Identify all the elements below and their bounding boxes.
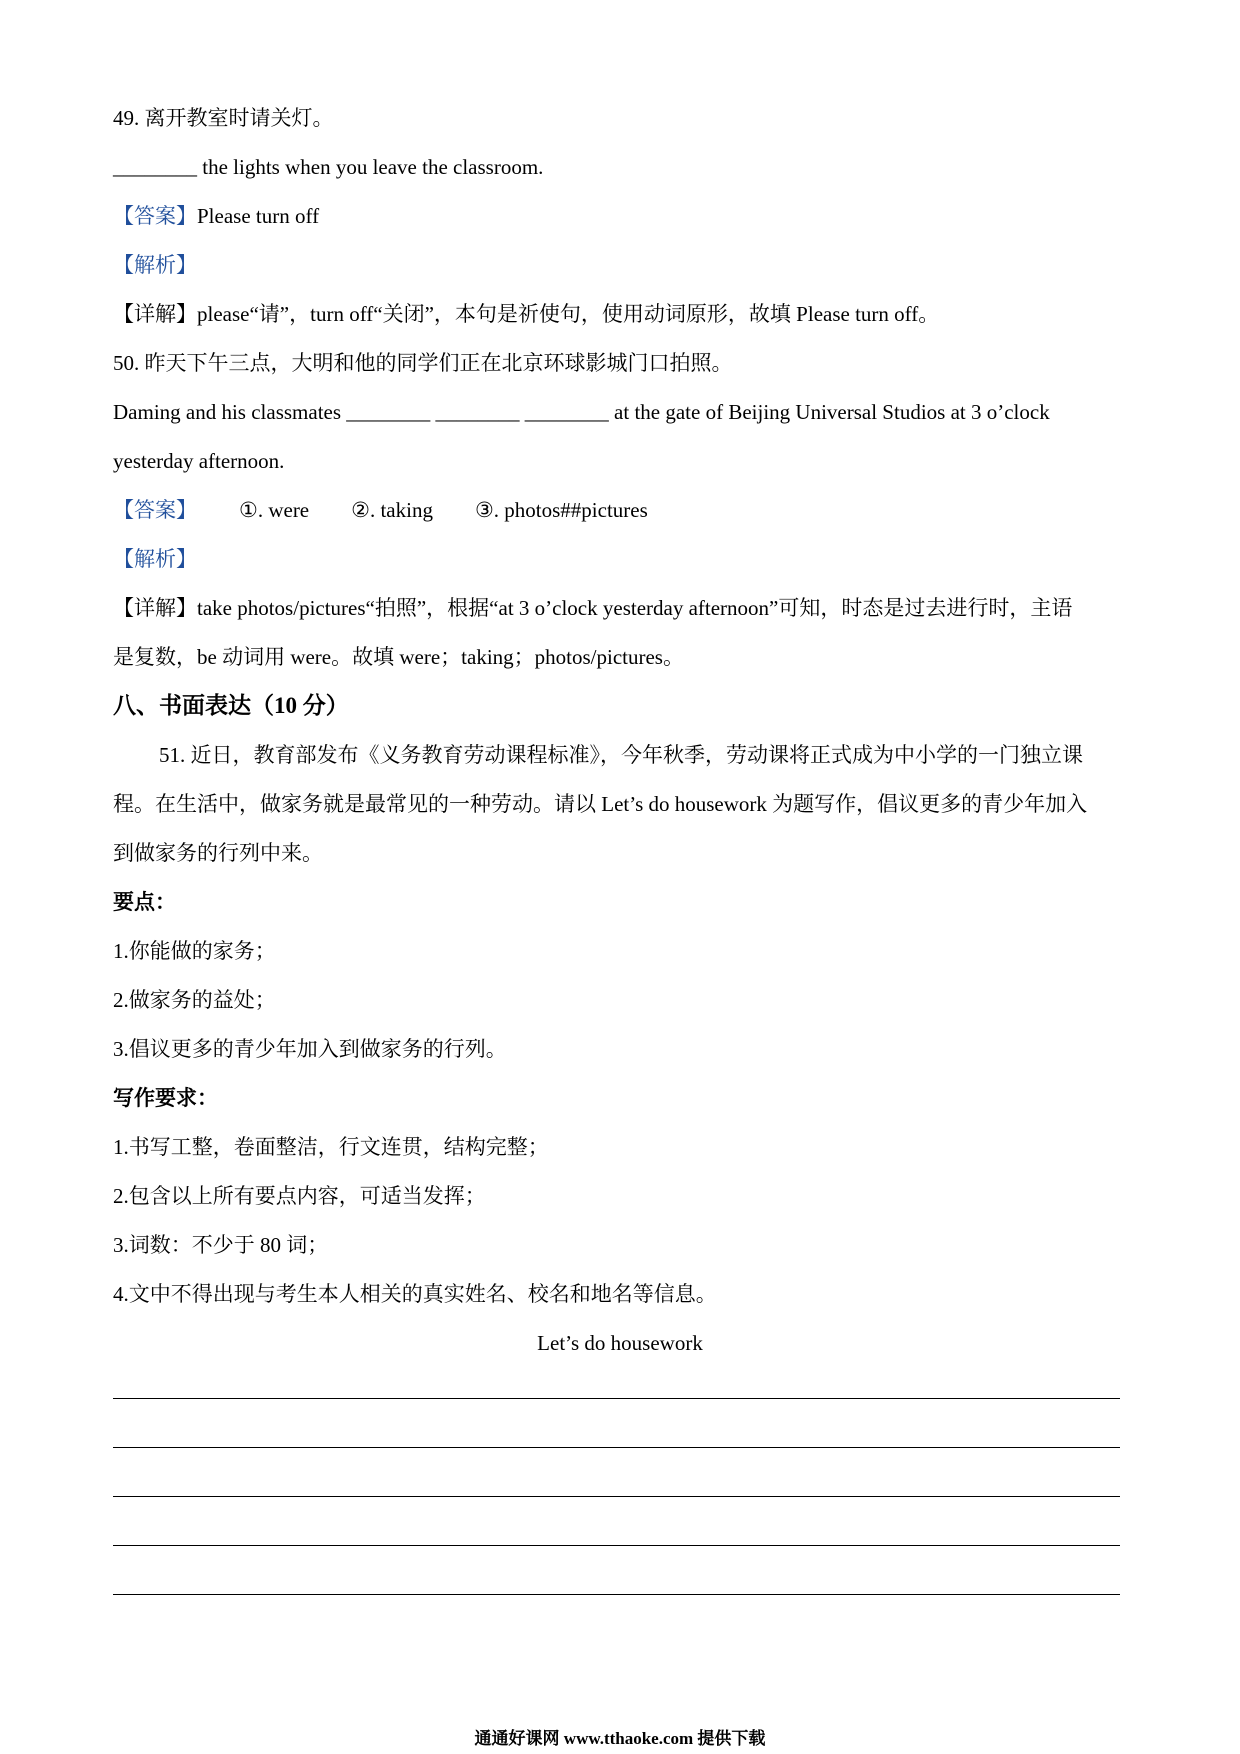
q49-detail-tag: 【详解】 — [113, 302, 197, 326]
essay-title: Let’s do housework — [537, 1331, 703, 1355]
writing-line[interactable] — [113, 1496, 1120, 1497]
q50-answer-2: ②. taking — [351, 498, 433, 522]
q50-blank-1: ________ — [346, 400, 431, 424]
requirement-item: 1.书写工整，卷面整洁，行文连贯，结构完整； — [113, 1135, 549, 1159]
requirement-item: 3.词数：不少于 80 词； — [113, 1233, 329, 1257]
q50-blank-3: ________ — [524, 400, 609, 424]
section-heading: 八、书面表达（10 分） — [113, 693, 349, 718]
q51-prompt-line3: 到做家务的行列中来。 — [113, 841, 323, 865]
q51-prompt-line1: 51. 近日，教育部发布《义务教育劳动课程标准》，今年秋季，劳动课将正式成为中小学的一门独立课 — [159, 743, 1083, 767]
q50-sentence — [113, 398, 1050, 426]
q50-detail-line2: 是复数，be 动词用 were。故填 were；taking；photos/pictures。 — [113, 645, 684, 669]
q49-detail: please“请”，turn off“关闭”，本句是祈使句，使用动词原形，故填 Please turn off。 — [197, 302, 940, 326]
q50-detail-text-1: take photos/pictures“拍照”，根据“at 3 o’clock yesterday afternoon”可知，时态是过去进行时，主语 — [197, 596, 1073, 620]
q50-sentence-start: Daming and his classmates — [113, 400, 342, 424]
q49-blank: ________ — [113, 155, 197, 179]
requirement-item: 2.包含以上所有要点内容，可适当发挥； — [113, 1184, 486, 1208]
q51-prompt-line2: 程。在生活中，做家务就是最常见的一种劳动。请以 Let’s do housework 为题写作，倡议更多的青少年加入 — [113, 792, 1088, 816]
q50-sentence-end: at the gate of Beijing Universal Studios at 3 o’clock — [614, 400, 1050, 424]
q50-detail-line1 — [113, 594, 1072, 622]
point-item: 1.你能做的家务； — [113, 939, 276, 963]
q50-analysis-tag: 【解析】 — [113, 547, 197, 571]
q49-analysis-tag: 【解析】 — [113, 253, 197, 277]
points-title: 要点： — [113, 890, 176, 914]
writing-line[interactable] — [113, 1447, 1120, 1448]
q49-answer-tag: 【答案】 — [113, 204, 197, 228]
q50-answer-tag: 【答案】 — [113, 498, 197, 522]
q49-sentence-rest: the lights when you leave the classroom. — [197, 155, 544, 179]
q49-prompt: 49. 离开教室时请关灯。 — [113, 106, 334, 130]
q50-prompt: 50. 昨天下午三点，大明和他的同学们正在北京环球影城门口拍照。 — [113, 351, 733, 375]
footer-source: 通通好课网 www.tthaoke.com 提供下载 — [474, 1729, 766, 1748]
q49-detail-line — [113, 300, 939, 328]
requirements-title: 写作要求： — [113, 1086, 218, 1110]
requirement-item: 4.文中不得出现与考生本人相关的真实姓名、校名和地名等信息。 — [113, 1282, 717, 1306]
writing-line[interactable] — [113, 1398, 1120, 1399]
writing-line[interactable] — [113, 1594, 1120, 1595]
point-item: 3.倡议更多的青少年加入到做家务的行列。 — [113, 1037, 507, 1061]
writing-line[interactable] — [113, 1545, 1120, 1546]
q49-sentence — [113, 153, 543, 181]
q50-answer-3: ③. photos##pictures — [474, 498, 648, 522]
q50-answer-line — [113, 496, 648, 524]
q50-answer-1: ①. were — [239, 498, 310, 522]
q49-answer: Please turn off — [197, 204, 320, 228]
q49-answer-line — [113, 202, 319, 230]
q50-blank-2: ________ — [435, 400, 520, 424]
point-item: 2.做家务的益处； — [113, 988, 276, 1012]
q50-detail-tag: 【详解】 — [113, 596, 197, 620]
q50-sentence-line2: yesterday afternoon. — [113, 449, 285, 473]
